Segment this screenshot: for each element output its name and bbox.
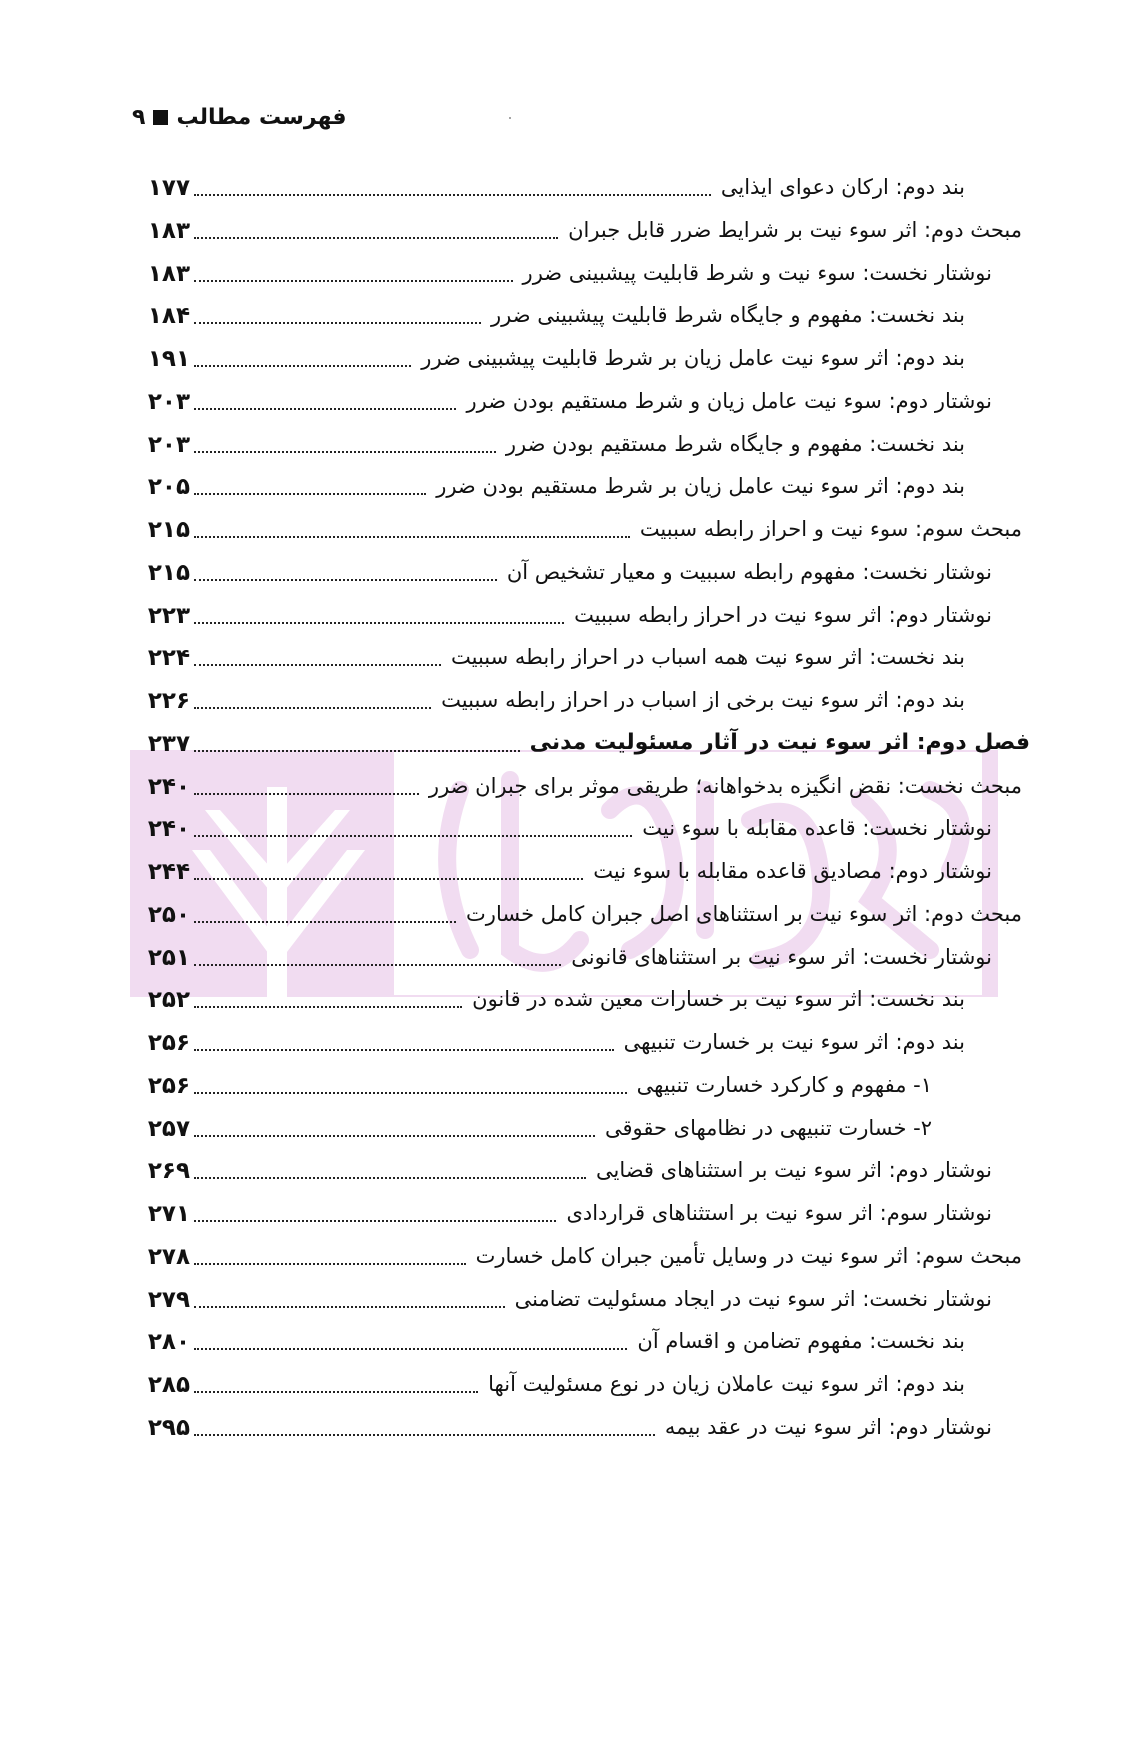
toc-entry: [0, 382, 1128, 424]
toc-page-number: ۲۶۹: [147, 1158, 190, 1185]
toc-entry-title: بند نخست: اثر سوء نیت همه اسباب در احراز رابطه سببیت: [451, 645, 965, 670]
toc-entry-title: بند نخست: مفهوم تضامن و اقسام آن: [637, 1329, 965, 1354]
dotted-leader: [194, 493, 426, 495]
toc-entry-title: ۱- مفهوم و کارکرد خسارت تنبیهی: [636, 1072, 932, 1097]
toc-entry-title: نوشتار نخست: اثر سوء نیت در ایجاد مسئولیت تضامنی: [514, 1286, 992, 1311]
dotted-leader: [194, 707, 431, 709]
toc-page-number: ۱۸۴: [147, 303, 190, 330]
toc-entry: [0, 553, 1128, 595]
toc-page-number: ۱۷۷: [147, 175, 190, 201]
dotted-leader: [194, 1220, 556, 1222]
toc-entry: [0, 895, 1128, 937]
toc-entry-title: مبحث دوم: اثر سوء نیت بر شرایط ضرر قابل جبران: [568, 217, 1022, 242]
header-page-number: ۹: [132, 105, 146, 130]
toc-page-number: ۲۷۸: [147, 1243, 190, 1270]
dotted-leader: [194, 1006, 462, 1008]
toc-page-number: ۲۸۵: [147, 1372, 190, 1398]
toc-entry-title: فصل دوم: اثر سوء نیت در آثار مسئولیت مدنی: [529, 729, 1030, 755]
toc-page-number: ۲۴۰: [147, 773, 190, 800]
black-square-icon: [153, 110, 168, 125]
toc-entry: [0, 211, 1128, 253]
toc-entry-title: نوشتار دوم: سوء نیت عامل زیان و شرط مستقیم بودن ضرر: [466, 388, 992, 413]
dotted-leader: [194, 1391, 478, 1393]
toc-entry: [0, 1109, 1128, 1151]
toc-entry-title: نوشتار سوم: اثر سوء نیت بر استثناهای قراردادی: [566, 1201, 992, 1225]
toc-page-number: ۲۱۵: [147, 559, 190, 586]
toc-page-number: ۲۷۱: [147, 1201, 190, 1227]
toc-page-number: ۲۵۶: [147, 1030, 190, 1056]
toc-entry-title: نوشتار دوم: مصادیق قاعده مقابله با سوء نیت: [593, 859, 992, 883]
dotted-leader: [194, 322, 481, 324]
toc-entry: [0, 724, 1128, 766]
toc-entry-title: بند دوم: ارکان دعوای ایذایی: [720, 175, 965, 199]
toc-entry: [0, 1194, 1128, 1236]
dotted-leader: [194, 536, 630, 538]
toc-entry: [0, 296, 1128, 338]
dotted-leader: [194, 408, 456, 410]
toc-page-number: ۲۱۵: [147, 517, 190, 543]
toc-entry: [0, 809, 1128, 851]
dotted-leader: [194, 1092, 627, 1094]
dotted-leader: [194, 1049, 614, 1051]
toc-entry: [0, 1322, 1128, 1364]
toc-entry-title: بند دوم: اثر سوء نیت بر خسارت تنبیهی: [623, 1030, 965, 1054]
toc-entry: [0, 852, 1128, 894]
toc-entry: [0, 767, 1128, 809]
dotted-leader: [194, 835, 632, 837]
dotted-leader: [194, 793, 419, 795]
toc-page-number: ۱۹۱: [147, 346, 190, 372]
header-title: فهرست مطالب: [176, 105, 347, 130]
toc-entry-title: بند دوم: اثر سوء نیت برخی از اسباب در احراز رابطه سببیت: [441, 688, 965, 712]
dotted-leader: [194, 622, 564, 624]
toc-entry: [0, 425, 1128, 467]
toc-entry-title: مبحث سوم: اثر سوء نیت در وسایل تأمین جبران کامل خسارت: [475, 1243, 1022, 1268]
dotted-leader: [194, 194, 711, 196]
toc-page-number: ۱۸۳: [147, 260, 190, 287]
toc-entry: [0, 339, 1128, 381]
toc-page-number: ۲۵۰: [147, 901, 190, 928]
toc-entry-title: نوشتار نخست: سوء نیت و شرط قابلیت پیشبینی ضرر: [522, 260, 992, 285]
dotted-leader: [194, 280, 513, 282]
toc-entry: [0, 1237, 1128, 1279]
toc-page-number: ۲۲۶: [147, 688, 190, 714]
toc-page-number: ۲۷۹: [147, 1286, 190, 1313]
toc-page-number: ۲۵۷: [147, 1115, 190, 1142]
scan-speck: [509, 117, 511, 119]
dotted-leader: [194, 878, 583, 880]
dotted-leader: [194, 237, 558, 239]
toc-page-number: ۲۵۶: [147, 1072, 190, 1099]
toc-entry-title: نوشتار نخست: اثر سوء نیت بر استثناهای قانونی: [571, 944, 992, 969]
toc-page-number: ۲۸۰: [147, 1329, 190, 1356]
toc-entry-title: بند دوم: اثر سوء نیت عامل زیان بر شرط قابلیت پیشبینی ضرر: [421, 346, 965, 370]
toc-page-number: ۲۵۲: [147, 987, 190, 1014]
dotted-leader: [194, 451, 496, 453]
toc-entry: [0, 938, 1128, 980]
toc-entry-title: بند دوم: اثر سوء نیت عامل زیان بر شرط مستقیم بودن ضرر: [436, 474, 965, 499]
dotted-leader: [194, 1434, 655, 1436]
dotted-leader: [194, 750, 520, 752]
dotted-leader: [194, 1306, 505, 1308]
toc-entry-title: نوشتار نخست: قاعده مقابله با سوء نیت: [642, 816, 992, 841]
dotted-leader: [194, 579, 497, 581]
toc-entry-title: نوشتار دوم: اثر سوء نیت بر استثناهای قضایی: [595, 1158, 992, 1183]
toc-entry-title: نوشتار نخست: مفهوم رابطه سببیت و معیار تشخیص آن: [506, 559, 992, 584]
dotted-leader: [194, 1135, 595, 1137]
toc-entry-title: مبحث نخست: نقض انگیزه بدخواهانه؛ طریقی موثر برای جبران ضرر: [428, 773, 1022, 798]
toc-entry: [0, 1365, 1128, 1407]
toc-entry: [0, 467, 1128, 509]
dotted-leader: [194, 664, 441, 666]
toc-entry-title: نوشتار دوم: اثر سوء نیت در عقد بیمه: [664, 1414, 992, 1439]
dotted-leader: [194, 921, 456, 923]
toc-entry-title: مبحث دوم: اثر سوء نیت بر استثناهای اصل جبران کامل خسارت: [466, 901, 1022, 926]
toc-page-number: ۲۰۳: [147, 388, 190, 415]
toc-entry-title: نوشتار دوم: اثر سوء نیت در احراز رابطه سببیت: [574, 602, 992, 627]
toc-entry: [0, 1280, 1128, 1322]
dotted-leader: [194, 1177, 586, 1179]
toc-entry-title: بند نخست: اثر سوء نیت بر خسارات معین شده در قانون: [472, 987, 965, 1012]
toc-page-number: ۲۰۳: [147, 431, 190, 458]
toc-page-number: ۲۲۴: [147, 645, 190, 672]
toc-page-number: ۲۹۵: [147, 1414, 190, 1441]
toc-entry: [0, 510, 1128, 552]
toc-entry: [0, 980, 1128, 1022]
toc-entry: [0, 1023, 1128, 1065]
toc-entry: [0, 1408, 1128, 1450]
toc-page-number: ۲۰۵: [147, 474, 190, 501]
dotted-leader: [194, 964, 561, 966]
dotted-leader: [194, 1263, 466, 1265]
toc-entry: [0, 681, 1128, 723]
toc-page-number: ۲۲۳: [147, 602, 190, 629]
toc-entry-title: بند دوم: اثر سوء نیت عاملان زیان در نوع مسئولیت آنها: [488, 1372, 965, 1396]
toc-page-number: ۲۴۰: [147, 816, 190, 843]
toc-entry-title: ۲- خسارت تنبیهی در نظامهای حقوقی: [604, 1115, 932, 1140]
toc-page-number: ۲۳۷: [147, 730, 190, 757]
toc-entry: [0, 596, 1128, 638]
toc-page-number: ۲۵۱: [147, 944, 190, 971]
toc-entry-title: بند نخست: مفهوم و جایگاه شرط قابلیت پیشبینی ضرر: [491, 303, 965, 328]
toc-entry-title: مبحث سوم: سوء نیت و احراز رابطه سببیت: [639, 517, 1022, 541]
toc-page-number: ۲۴۴: [147, 859, 190, 885]
running-header: [132, 100, 347, 136]
toc-entry: [0, 168, 1128, 210]
dotted-leader: [194, 1348, 627, 1350]
toc-entry-title: بند نخست: مفهوم و جایگاه شرط مستقیم بودن ضرر: [505, 431, 965, 456]
toc-entry: [0, 638, 1128, 680]
toc-page-number: ۱۸۳: [147, 217, 190, 244]
toc-entry: [0, 254, 1128, 296]
dotted-leader: [194, 365, 411, 367]
toc-entry: [0, 1151, 1128, 1193]
toc-entry: [0, 1066, 1128, 1108]
